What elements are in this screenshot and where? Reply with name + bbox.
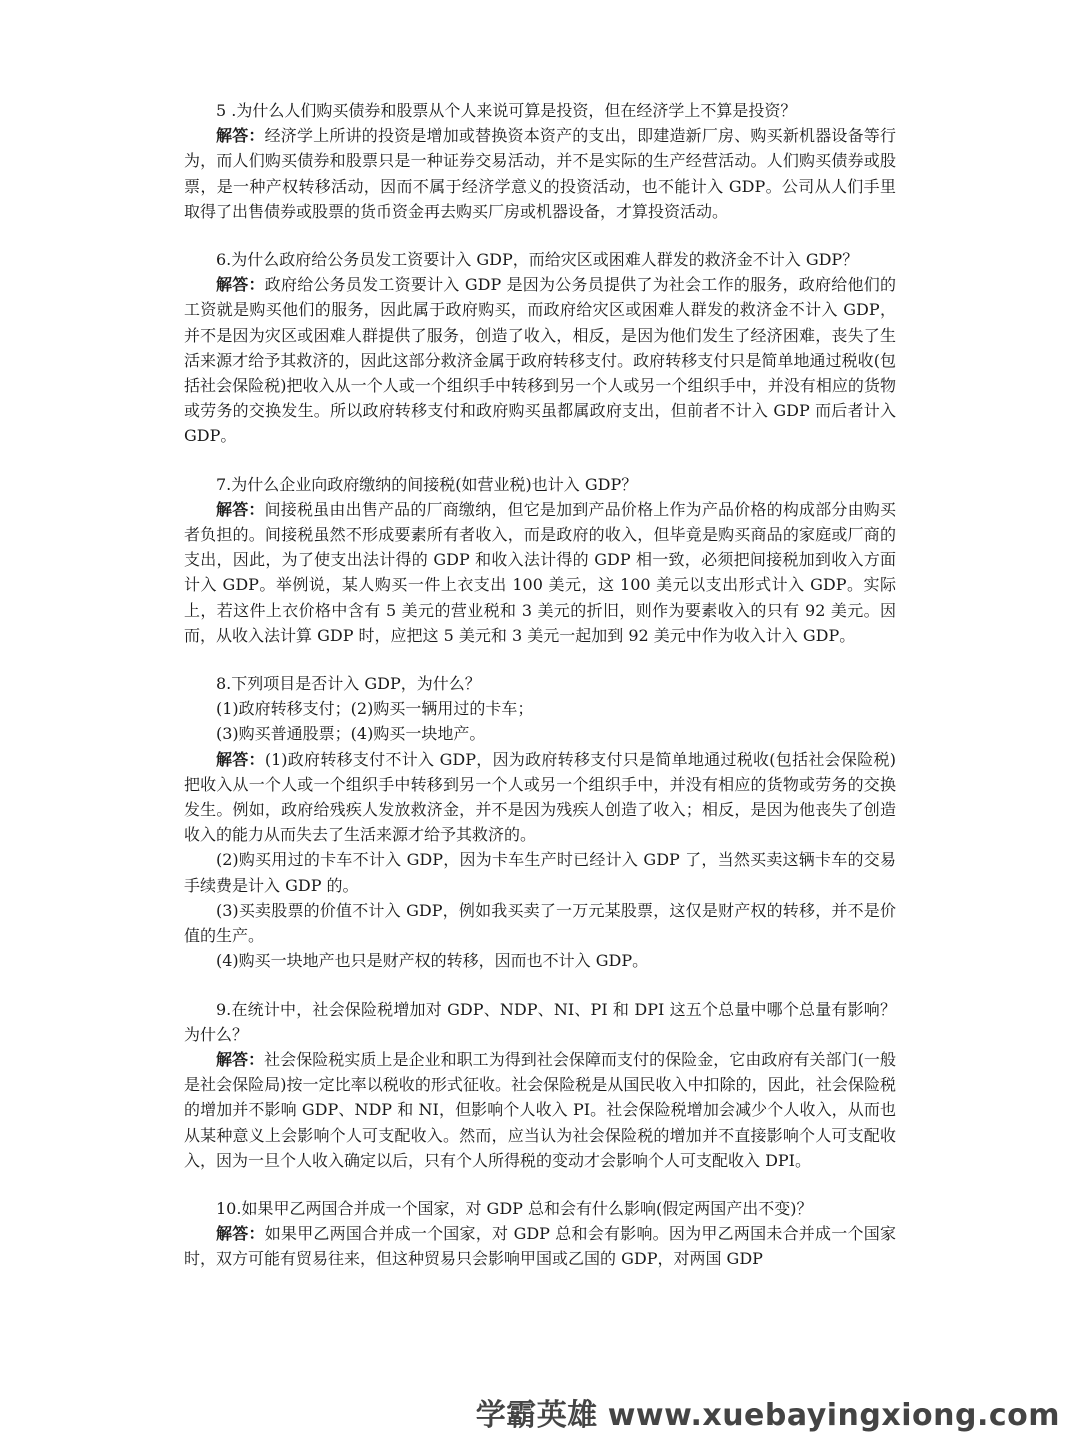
answer-label: 解答：: [216, 499, 265, 519]
question-7: [184, 472, 896, 648]
answer-paragraph: [184, 272, 896, 448]
answer-paragraph: [184, 1221, 896, 1271]
question-text: 5 .为什么人们购买债券和股票从个人来说可算是投资，但在经济学上不算是投资？: [216, 101, 797, 120]
answer-text: 如果甲乙两国合并成一个国家，对 GDP 总和会有影响。因为甲乙两国未合并成一个国家时，双方可能有贸易往来，但这种贸易只会影响甲国或乙国的 GDP，对两国 GDP: [184, 1224, 896, 1269]
answer-paragraph: [184, 123, 896, 224]
question-6: [184, 247, 896, 449]
question-text: 9.在统计中，社会保险税增加对 GDP、NDP、NI、PI 和 DPI 这五个总量中哪个总量有影响？为什么？: [184, 999, 896, 1044]
answer-text: 经济学上所讲的投资是增加或替换资本资产的支出，即建造新厂房、购买新机器设备等行为，而人们购买债券和股票只是一种证券交易活动，并不是实际的生产经营活动。人们购买债券或股票，是一种产权转移活动，因而不属于经济学意义的投资活动，也不能计入 GDP。公司从人们手里取得了出售债券或股票的货币资金再去购买厂房或机器设备，才算投资活动。: [184, 126, 896, 221]
question-item: (1)政府转移支付；(2)购买一辆用过的卡车；: [216, 699, 534, 719]
answer-paragraph: [184, 747, 896, 848]
question-5: [184, 98, 896, 224]
answer-text: 政府给公务员发工资要计入 GDP 是因为公务员提供了为社会工作的服务，政府给他们的工资就是购买他们的服务，因此属于政府购买，而政府给灾区或困难人群发的救济金不计入 GDP，并不是因为灾区或困难人群提供了服务，创造了收入，相反，是因为他们发生了经济困难，丧失了生活来源才给予其救济的，因此这部分救济金属于政府转移支付。政府转移支付只是简单地通过税收(包括社会保险税)把收入从一个人或一个组织手中转移到另一个人或另一个组织手中，并没有相应的货物或劳务的交换发生。所以政府转移支付和政府购买虽都属政府支出，但前者不计入 GDP 而后者计入 GDP。: [184, 275, 896, 446]
watermark-site: www.xuebayingxiong.com: [607, 1398, 1060, 1433]
question-item: (3)购买普通股票；(4)购买一块地产。: [216, 724, 486, 744]
answer-text: (1)政府转移支付不计入 GDP，因为政府转移支付只是简单地通过税收(包括社会保险税)把收入从一个人或一个组织手中转移到另一个人或另一个组织手中，并没有相应的货物或劳务的交换发生。例如，政府给残疾人发放救济金，并不是因为残疾人创造了收入；相反，是因为他丧失了创造收入的能力从而失去了生活来源才给予其救济的。: [184, 749, 896, 845]
question-10: [184, 1196, 896, 1272]
answer-label: 解答：: [216, 1049, 265, 1069]
answer-label: 解答：: [216, 126, 265, 146]
answer-continuation: (3)买卖股票的价值不计入 GDP，例如我买卖了一万元某股票，这仅是财产权的转移，并不是价值的生产。: [184, 900, 896, 946]
answer-text: 间接税虽由出售产品的厂商缴纳，但它是加到产品价格上作为产品价格的构成部分由购买者负担的。间接税虽然不形成要素所有者收入，而是政府的收入，但毕竟是购买商品的家庭或厂商的支出，因此，为了使支出法计得的 GDP 和收入法计得的 GDP 相一致，必须把间接税加到收入方面计入 GDP。举例说，某人购买一件上衣支出 100 美元，这 100 美元以支出形式计入 GDP。实际上，若这件上衣价格中含有 5 美元的营业税和 3 美元的折旧，则作为要素收入的只有 92 美元。因而，从收入法计算 GDP 时，应把这 5 美元和 3 美元一起加到 92 美元中作为收入计入 GDP。: [184, 499, 896, 645]
answer-continuation: (2)购买用过的卡车不计入 GDP，因为卡车生产时已经计入 GDP 了，当然买卖这辆卡车的交易手续费是计入 GDP 的。: [184, 850, 896, 895]
answer-label: 解答：: [216, 749, 265, 769]
question-8: [184, 671, 896, 973]
watermark: [476, 1390, 1060, 1434]
answer-label: 解答：: [216, 1224, 265, 1244]
question-text: 10.如果甲乙两国合并成一个国家，对 GDP 总和会有什么影响(假定两国产出不变)？: [216, 1198, 813, 1218]
question-9: [184, 997, 896, 1173]
answer-paragraph: [184, 1047, 896, 1173]
watermark-brand: 学霸英雄: [475, 1398, 598, 1433]
question-text: 6.为什么政府给公务员发工资要计入 GDP，而给灾区或困难人群发的救济金不计入 GDP？: [216, 250, 859, 270]
answer-continuation: (4)购买一块地产也只是财产权的转移，因而也不计入 GDP。: [216, 951, 649, 971]
answer-text: 社会保险税实质上是企业和职工为得到社会保障而支付的保险金，它由政府有关部门(一般是社会保险局)按一定比率以税收的形式征收。社会保险税是从国民收入中扣除的，因此，社会保险税的增加并不影响 GDP、NDP 和 NI，但影响个人收入 PI。社会保险税增加会减少个人收入，从而也从某种意义上会影响个人可支配收入。然而，应当认为社会保险税的增加并不直接影响个人可支配收入，因为一旦个人收入确定以后，只有个人所得税的变动才会影响个人可支配收入 DPI。: [184, 1049, 896, 1170]
document-body: [184, 98, 896, 1295]
answer-label: 解答：: [216, 275, 265, 295]
question-text: 7.为什么企业向政府缴纳的间接税(如营业税)也计入 GDP？: [216, 474, 638, 494]
answer-paragraph: [184, 497, 896, 648]
question-text: 8.下列项目是否计入 GDP，为什么？: [216, 674, 481, 694]
